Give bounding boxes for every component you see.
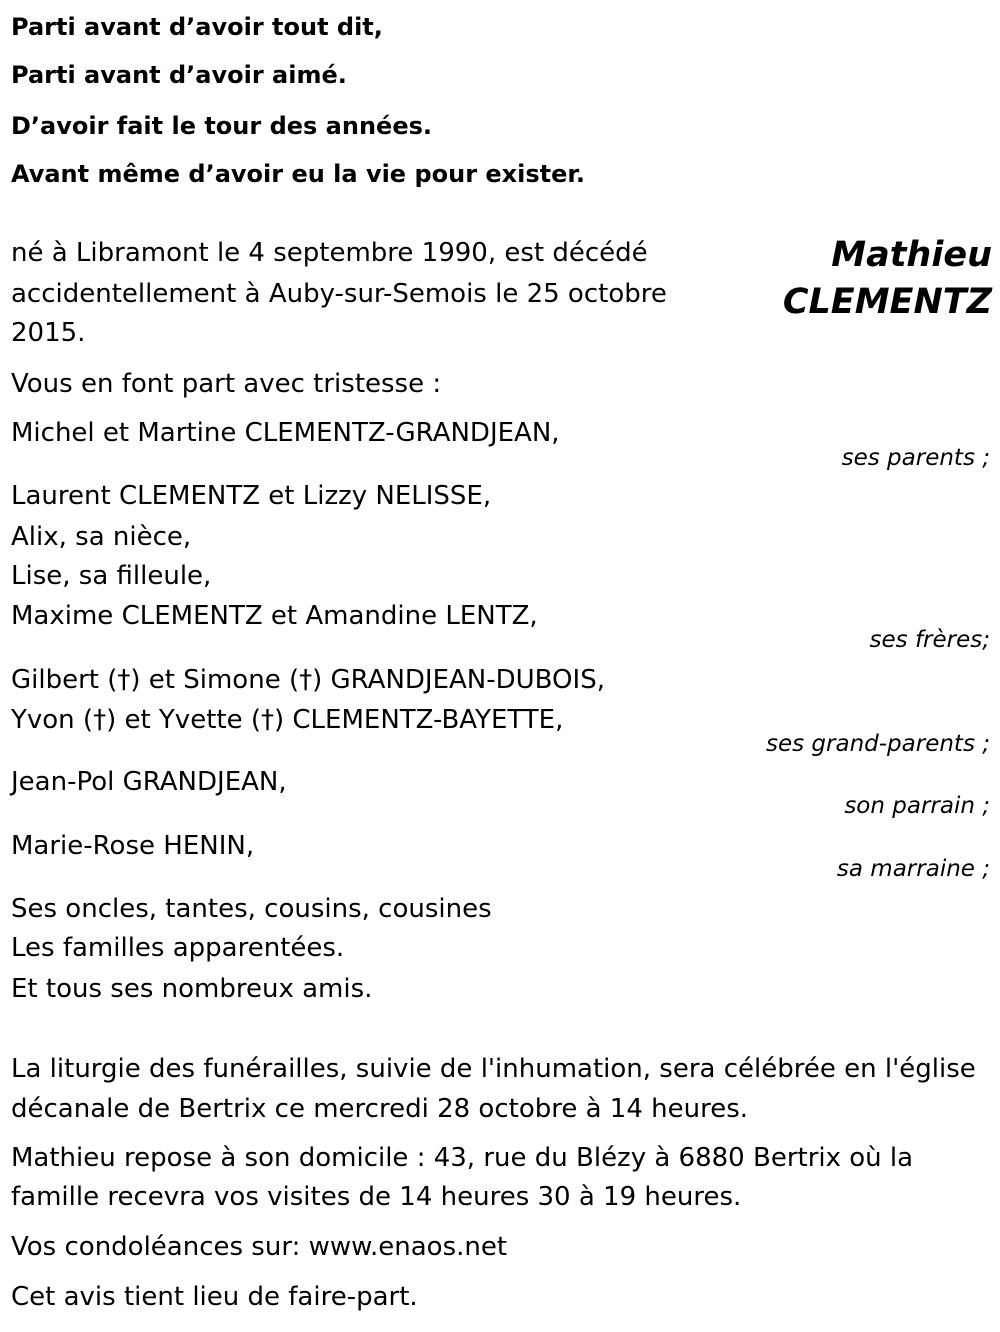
relation-label: son parrain ; — [844, 793, 990, 819]
funeral-line: La liturgie des funérailles, suivie de l'inhumation, sera célébrée en l'église — [11, 1054, 976, 1084]
relation-label: ses parents ; — [841, 445, 990, 471]
funeral-line: décanale de Bertrix ce mercredi 28 octobre à 14 heures. — [11, 1094, 749, 1124]
relation-label: ses grand-parents ; — [766, 731, 990, 757]
deceased-last-name: CLEMENTZ — [782, 282, 992, 322]
relation-label: sa marraine ; — [836, 856, 990, 882]
death-statement-line: accidentellement à Auby-sur-Semois le 25 octobre — [11, 279, 667, 309]
visitation-line: Mathieu repose à son domicile : 43, rue du Blézy à 6880 Bertrix où la — [11, 1143, 914, 1173]
deceased-first-name: Mathieu — [831, 235, 992, 275]
mourner-line: Yvon (†) et Yvette (†) CLEMENTZ-BAYETTE, — [11, 705, 564, 735]
relation-label: ses frères; — [869, 627, 990, 653]
closing-note: Cet avis tient lieu de faire-part. — [11, 1282, 418, 1312]
other-mourners-line: Ses oncles, tantes, cousins, cousines — [11, 894, 492, 924]
mourner-line: Laurent CLEMENTZ et Lizzy NELISSE, — [11, 481, 492, 511]
mourner-line: Gilbert (†) et Simone (†) GRANDJEAN-DUBOIS, — [11, 665, 605, 695]
other-mourners-line: Les familles apparentées. — [11, 933, 345, 963]
mourner-line: Michel et Martine CLEMENTZ-GRANDJEAN, — [11, 418, 560, 448]
mourner-line: Jean-Pol GRANDJEAN, — [11, 767, 287, 797]
other-mourners-line: Et tous ses nombreux amis. — [11, 974, 373, 1004]
announcement: Vous en font part avec tristesse : — [11, 369, 442, 399]
visitation-line: famille recevra vos visites de 14 heures 30 à 19 heures. — [11, 1182, 742, 1212]
poem-line: Avant même d’avoir eu la vie pour exister. — [11, 160, 585, 188]
poem-line: Parti avant d’avoir aimé. — [11, 61, 347, 89]
mourner-line: Alix, sa nièce, — [11, 522, 192, 552]
death-statement-line: 2015. — [11, 318, 86, 348]
mourner-line: Maxime CLEMENTZ et Amandine LENTZ, — [11, 601, 538, 631]
death-statement-line: né à Libramont le 4 septembre 1990, est décédé — [11, 238, 648, 268]
poem-line: Parti avant d’avoir tout dit, — [11, 13, 383, 41]
condolences-note: Vos condoléances sur: www.enaos.net — [11, 1232, 508, 1262]
poem-line: D’avoir fait le tour des années. — [11, 112, 432, 140]
mourner-line: Lise, sa filleule, — [11, 561, 212, 591]
mourner-line: Marie-Rose HENIN, — [11, 831, 255, 861]
